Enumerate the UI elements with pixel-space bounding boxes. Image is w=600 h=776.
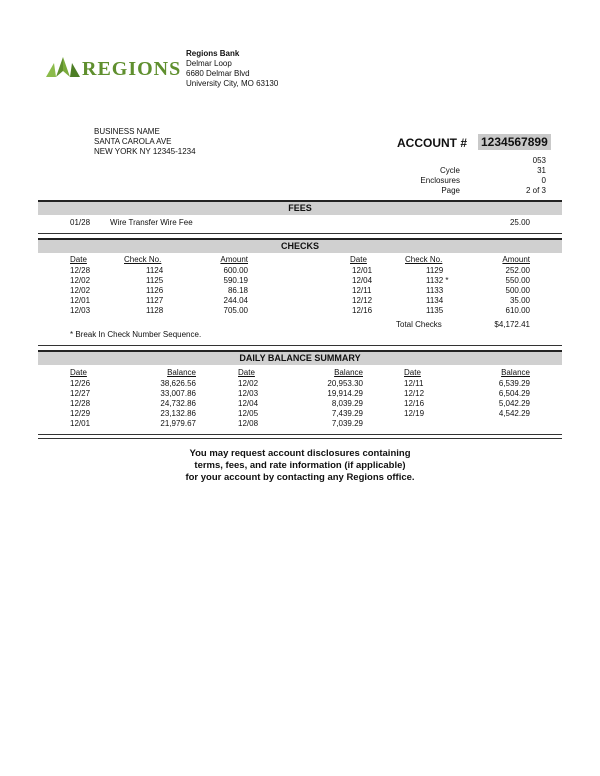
check-number: 1128	[146, 306, 164, 315]
balance-amount: 6,539.29	[498, 379, 530, 388]
check-amount: 550.00	[505, 276, 530, 285]
customer-name: BUSINESS NAME	[94, 127, 160, 136]
fees-header: FEES	[38, 200, 562, 215]
check-number: 1129	[426, 266, 444, 275]
bank-name: Regions Bank	[186, 49, 240, 58]
balance-amount: 19,914.29	[327, 389, 363, 398]
fee-amount: 25.00	[509, 218, 530, 227]
balance-date: 12/03	[238, 389, 259, 398]
balance-amount: 4,542.29	[498, 409, 530, 418]
page-label: Page	[441, 186, 460, 195]
check-amount: 86.18	[227, 286, 248, 295]
check-amount: 610.00	[505, 306, 530, 315]
enclosures-value: 0	[541, 176, 546, 185]
regions-logo	[46, 55, 182, 83]
check-date: 12/03	[70, 306, 91, 315]
balance-date: 12/05	[238, 409, 259, 418]
check-amount: 35.00	[509, 296, 530, 305]
check-number: 1124	[146, 266, 164, 275]
disclosure-line3: for your account by contacting any Regions office.	[185, 472, 415, 483]
check-number: 1127	[146, 296, 164, 305]
balance-date: 12/27	[70, 389, 91, 398]
regions-leaf-icon	[46, 55, 80, 79]
balance-col1-date-header: Date	[70, 368, 87, 377]
disclosure-line1: You may request account disclosures containing	[189, 448, 411, 459]
check-number: 1135	[426, 306, 444, 315]
check-date: 12/02	[70, 286, 91, 295]
checks-header: CHECKS	[38, 238, 562, 253]
bank-address-line2: 6680 Delmar Blvd	[186, 69, 250, 78]
check-amount: 500.00	[505, 286, 530, 295]
account-number: 1234567899	[478, 134, 551, 150]
cycle-value: 31	[537, 166, 546, 175]
check-date: 12/01	[352, 266, 373, 275]
bank-address-line1: Delmar Loop	[186, 59, 232, 68]
balance-date: 12/02	[238, 379, 259, 388]
bank-address	[186, 49, 278, 89]
check-amount: 590.19	[223, 276, 248, 285]
check-number: 1132 *	[426, 276, 449, 285]
balance-date: 12/16	[404, 399, 425, 408]
balance-amount: 20,953.30	[327, 379, 363, 388]
check-amount: 705.00	[223, 306, 248, 315]
check-date: 12/12	[352, 296, 373, 305]
balance-amount: 21,979.67	[160, 419, 196, 428]
customer-city: NEW YORK NY 12345-1234	[94, 147, 196, 156]
enclosures-label: Enclosures	[420, 176, 460, 185]
check-amount: 600.00	[223, 266, 248, 275]
customer-address	[94, 127, 196, 157]
checks-divider	[38, 345, 562, 346]
checks-right-amount-header: Amount	[502, 255, 530, 264]
checks-left-checkno-header: Check No.	[124, 255, 162, 264]
balance-amount: 7,039.29	[331, 419, 363, 428]
balance-col1-balance-header: Balance	[167, 368, 196, 377]
account-code: 053	[532, 156, 546, 165]
account-meta	[380, 156, 546, 196]
check-date: 12/16	[352, 306, 373, 315]
balance-date: 12/12	[404, 389, 425, 398]
balance-date: 12/28	[70, 399, 91, 408]
logo-wordmark: REGIONS	[82, 58, 182, 80]
balance-amount: 24,732.86	[160, 399, 196, 408]
check-amount: 244.04	[223, 296, 248, 305]
daily-balance-header: DAILY BALANCE SUMMARY	[38, 350, 562, 365]
balance-date: 12/19	[404, 409, 425, 418]
balance-date: 12/04	[238, 399, 259, 408]
balance-date: 12/01	[70, 419, 91, 428]
disclosure-line2: terms, fees, and rate information (if applicable)	[194, 460, 406, 471]
bank-address-line3: University City, MO 63130	[186, 79, 279, 88]
cycle-label: Cycle	[439, 166, 460, 175]
fee-date: 01/28	[70, 218, 91, 227]
balance-date: 12/26	[70, 379, 91, 388]
balance-col2-balance-header: Balance	[334, 368, 363, 377]
check-date: 12/28	[70, 266, 91, 275]
check-amount: 252.00	[505, 266, 530, 275]
balance-divider-bottom	[38, 438, 562, 439]
check-number: 1133	[426, 286, 444, 295]
balance-amount: 8,039.29	[331, 399, 363, 408]
check-date: 12/01	[70, 296, 91, 305]
balance-amount: 23,132.86	[160, 409, 196, 418]
checks-right-checkno-header: Check No.	[405, 255, 443, 264]
balance-date: 12/11	[404, 379, 424, 388]
total-checks-value: $4,172.41	[494, 320, 530, 329]
total-checks-label: Total Checks	[396, 320, 442, 329]
balance-amount: 5,042.29	[498, 399, 530, 408]
check-date: 12/11	[352, 286, 372, 295]
balance-amount: 33,007.86	[160, 389, 196, 398]
check-date: 12/04	[352, 276, 373, 285]
fee-description: Wire Transfer Wire Fee	[110, 218, 193, 227]
check-sequence-note: * Break In Check Number Sequence.	[70, 330, 202, 339]
checks-left-amount-header: Amount	[220, 255, 248, 264]
balance-divider-top	[38, 434, 562, 435]
checks-right-date-header: Date	[350, 255, 367, 264]
balance-col2-date-header: Date	[238, 368, 255, 377]
check-number: 1134	[426, 296, 444, 305]
balance-amount: 38,626.56	[160, 379, 196, 388]
disclosure-notice	[0, 448, 600, 484]
balance-amount: 7,439.29	[331, 409, 363, 418]
check-number: 1125	[146, 276, 164, 285]
balance-date: 12/08	[238, 419, 259, 428]
balance-col3-balance-header: Balance	[501, 368, 530, 377]
balance-col3-date-header: Date	[404, 368, 421, 377]
account-label: ACCOUNT #	[397, 136, 468, 150]
balance-amount: 6,504.29	[498, 389, 530, 398]
check-date: 12/02	[70, 276, 91, 285]
balance-date: 12/29	[70, 409, 91, 418]
check-number: 1126	[146, 286, 164, 295]
customer-street: SANTA CAROLA AVE	[94, 137, 172, 146]
page-value: 2 of 3	[525, 186, 546, 195]
fees-divider	[38, 233, 562, 234]
checks-left-date-header: Date	[70, 255, 87, 264]
